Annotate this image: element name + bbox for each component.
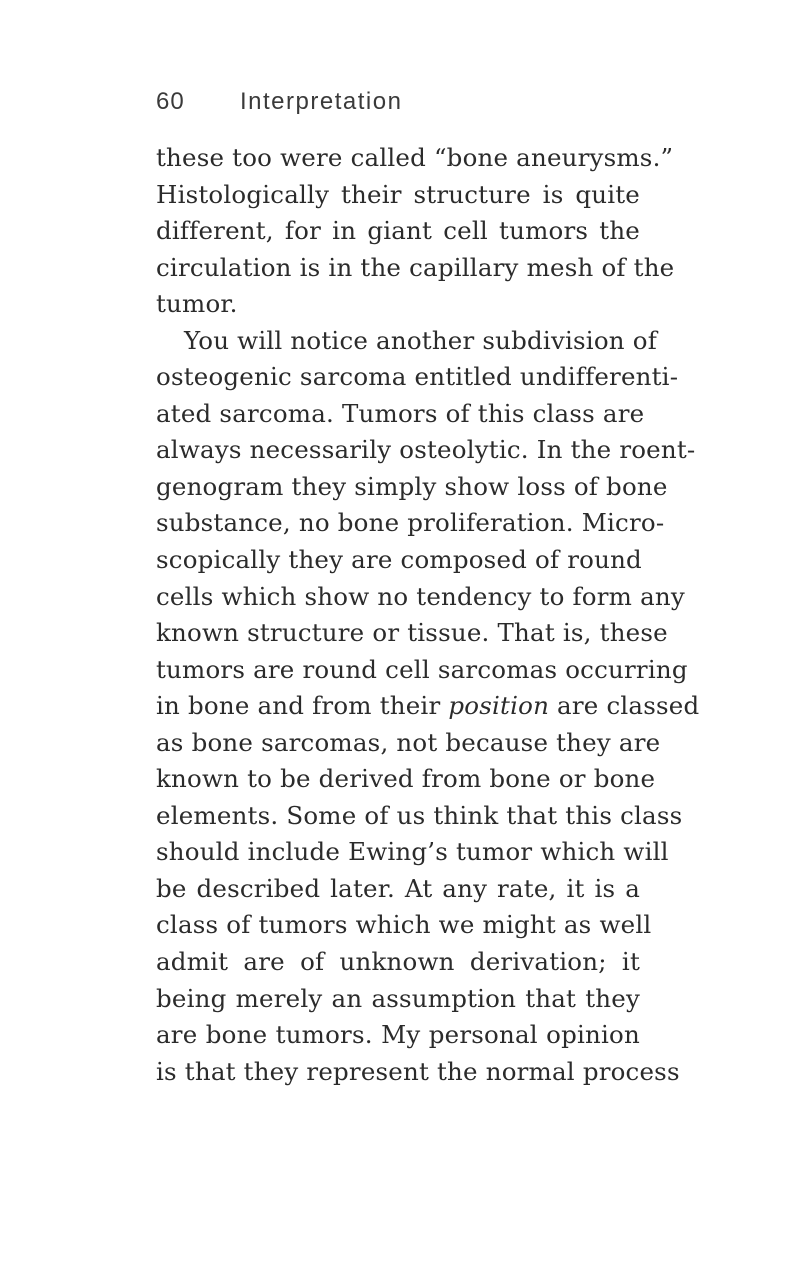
text-line: admit are of unknown derivation; it bbox=[156, 947, 640, 977]
text-line: You will notice another subdivision of bbox=[184, 325, 657, 355]
text-line: different, for in giant cell tumors the bbox=[156, 216, 640, 246]
text-line: ated sarcoma. Tumors of this class are bbox=[156, 398, 645, 428]
text-line: known to be derived from bone or bone bbox=[156, 764, 656, 794]
text-line: always necessarily osteolytic. In the roent- bbox=[156, 435, 696, 465]
text-line: elements. Some of us think that this class bbox=[156, 800, 683, 830]
text-line: these too were called “bone aneurysms.” bbox=[156, 143, 674, 172]
text-line: tumor. bbox=[156, 289, 238, 319]
text-line: should include Ewing’s tumor which will bbox=[156, 837, 669, 867]
text-fragment: in bone and from their bbox=[156, 691, 441, 721]
page-header-title: Interpretation bbox=[240, 88, 403, 115]
text-line: osteogenic sarcoma entitled undifferenti- bbox=[156, 362, 679, 392]
text-line: as bone sarcomas, not because they are bbox=[156, 727, 661, 757]
text-line: be described later. At any rate, it is a bbox=[156, 873, 640, 903]
text-line: class of tumors which we might as well bbox=[156, 910, 652, 940]
text-line: being merely an assumption that they bbox=[156, 983, 640, 1013]
page-number: 60 bbox=[156, 88, 185, 115]
body-text bbox=[156, 140, 700, 1090]
text-line: substance, no bone proliferation. Micro- bbox=[156, 508, 665, 538]
text-line: tumors are round cell sarcomas occurring bbox=[156, 654, 688, 684]
emphasized-word: position bbox=[448, 691, 550, 721]
text-line: circulation is in the capillary mesh of the bbox=[156, 252, 675, 282]
text-line: genogram they simply show loss of bone bbox=[156, 471, 668, 501]
text-line: scopically they are composed of round bbox=[156, 545, 642, 575]
text-line: Histologically their structure is quite bbox=[156, 179, 640, 209]
text-line-with-emphasis bbox=[156, 688, 700, 725]
text-line: is that they represent the normal process bbox=[156, 1056, 680, 1086]
text-line: are bone tumors. My personal opinion bbox=[156, 1020, 640, 1050]
text-fragment: are classed bbox=[557, 691, 700, 721]
text-line: known structure or tissue. That is, these bbox=[156, 618, 668, 648]
text-line: cells which show no tendency to form any bbox=[156, 581, 685, 611]
